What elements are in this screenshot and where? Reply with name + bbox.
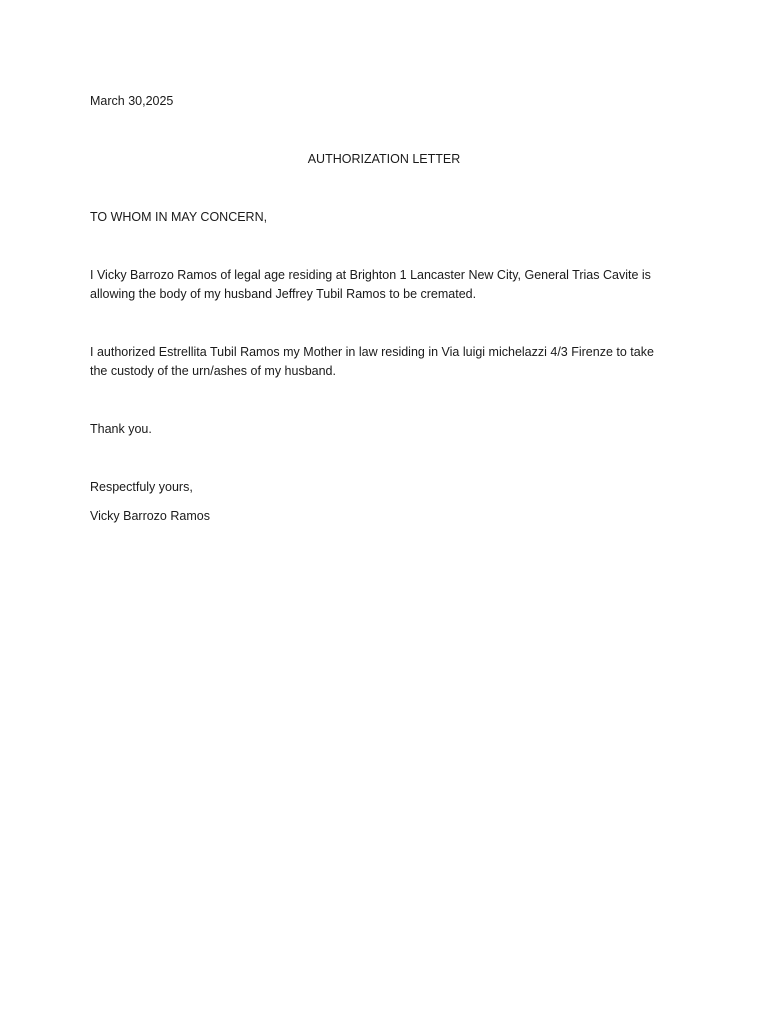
paragraph-consent-line-2: allowing the body of my husband Jeffrey Tubil Ramos to be cremated. xyxy=(90,287,477,301)
thank-you-line: Thank you. xyxy=(90,422,152,436)
paragraph-authorization-line-2: the custody of the urn/ashes of my husband. xyxy=(90,364,336,378)
letter-salutation: TO WHOM IN MAY CONCERN, xyxy=(90,210,268,224)
signature-name: Vicky Barrozo Ramos xyxy=(90,509,210,523)
closing-line: Respectfuly yours, xyxy=(90,480,193,494)
letter-date: March 30,2025 xyxy=(90,94,174,108)
letter-title: AUTHORIZATION LETTER xyxy=(307,152,461,166)
paragraph-consent xyxy=(90,266,690,304)
paragraph-authorization xyxy=(90,343,690,381)
paragraph-authorization-line-1: I authorized Estrellita Tubil Ramos my Mother in law residing in Via luigi michelazzi 4/3 Firenze to take xyxy=(90,345,654,359)
paragraph-consent-line-1: I Vicky Barrozo Ramos of legal age residing at Brighton 1 Lancaster New City, General Trias Cavite is xyxy=(90,268,651,282)
